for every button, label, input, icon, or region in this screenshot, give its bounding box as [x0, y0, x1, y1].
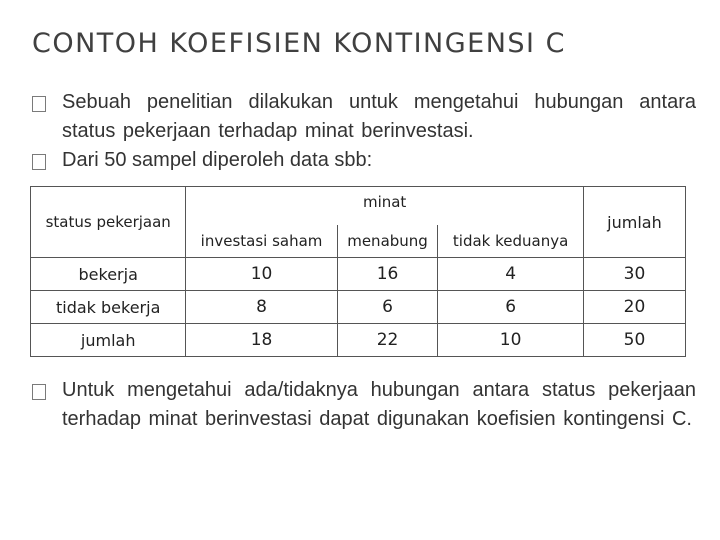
value-cell: 18	[186, 324, 337, 357]
value-cell: 10	[438, 324, 584, 357]
square-bullet-icon	[32, 154, 46, 170]
column-header-cell: tidak keduanya	[438, 225, 584, 258]
row-header-cell: status pekerjaan	[31, 187, 186, 258]
total-header-cell: jumlah	[583, 187, 685, 258]
value-cell: 6	[438, 291, 584, 324]
row-label-cell: bekerja	[31, 258, 186, 291]
value-cell: 22	[337, 324, 438, 357]
table-row	[31, 291, 686, 324]
value-cell: 10	[186, 258, 337, 291]
value-cell: 8	[186, 291, 337, 324]
total-cell: 20	[583, 291, 685, 324]
intro-bullets	[30, 88, 696, 175]
column-header-cell: investasi saham	[186, 225, 337, 258]
table-row	[31, 258, 686, 291]
square-bullet-icon	[32, 96, 46, 112]
total-cell: 50	[583, 324, 685, 357]
value-cell: 16	[337, 258, 438, 291]
total-cell: 30	[583, 258, 685, 291]
row-label-cell: jumlah	[31, 324, 186, 357]
value-cell: 4	[438, 258, 584, 291]
bullet-item	[30, 376, 696, 434]
contingency-table	[30, 186, 686, 357]
square-bullet-icon	[32, 384, 46, 400]
bullet-text: Untuk mengetahui ada/tidaknya hubungan antara status pekerjaan terhadap minat berinvestasi dapat digunakan koefisien kontingensi C.	[62, 379, 696, 430]
value-cell: 6	[337, 291, 438, 324]
table-row	[31, 324, 686, 357]
conclusion-bullets	[30, 376, 696, 434]
row-label-cell: tidak bekerja	[31, 291, 186, 324]
slide-title: CONTOH KOEFISIEN KONTINGENSI C	[32, 28, 566, 59]
bullet-item	[30, 88, 696, 146]
bullet-text: Dari 50 sampel diperoleh data sbb:	[62, 149, 373, 171]
bullet-item	[30, 146, 696, 175]
group-header-cell: minat	[186, 187, 584, 226]
bullet-text: Sebuah penelitian dilakukan untuk mengetahui hubungan antara status pekerjaan terhadap minat berinvestasi.	[62, 91, 696, 142]
column-header-cell: menabung	[337, 225, 438, 258]
